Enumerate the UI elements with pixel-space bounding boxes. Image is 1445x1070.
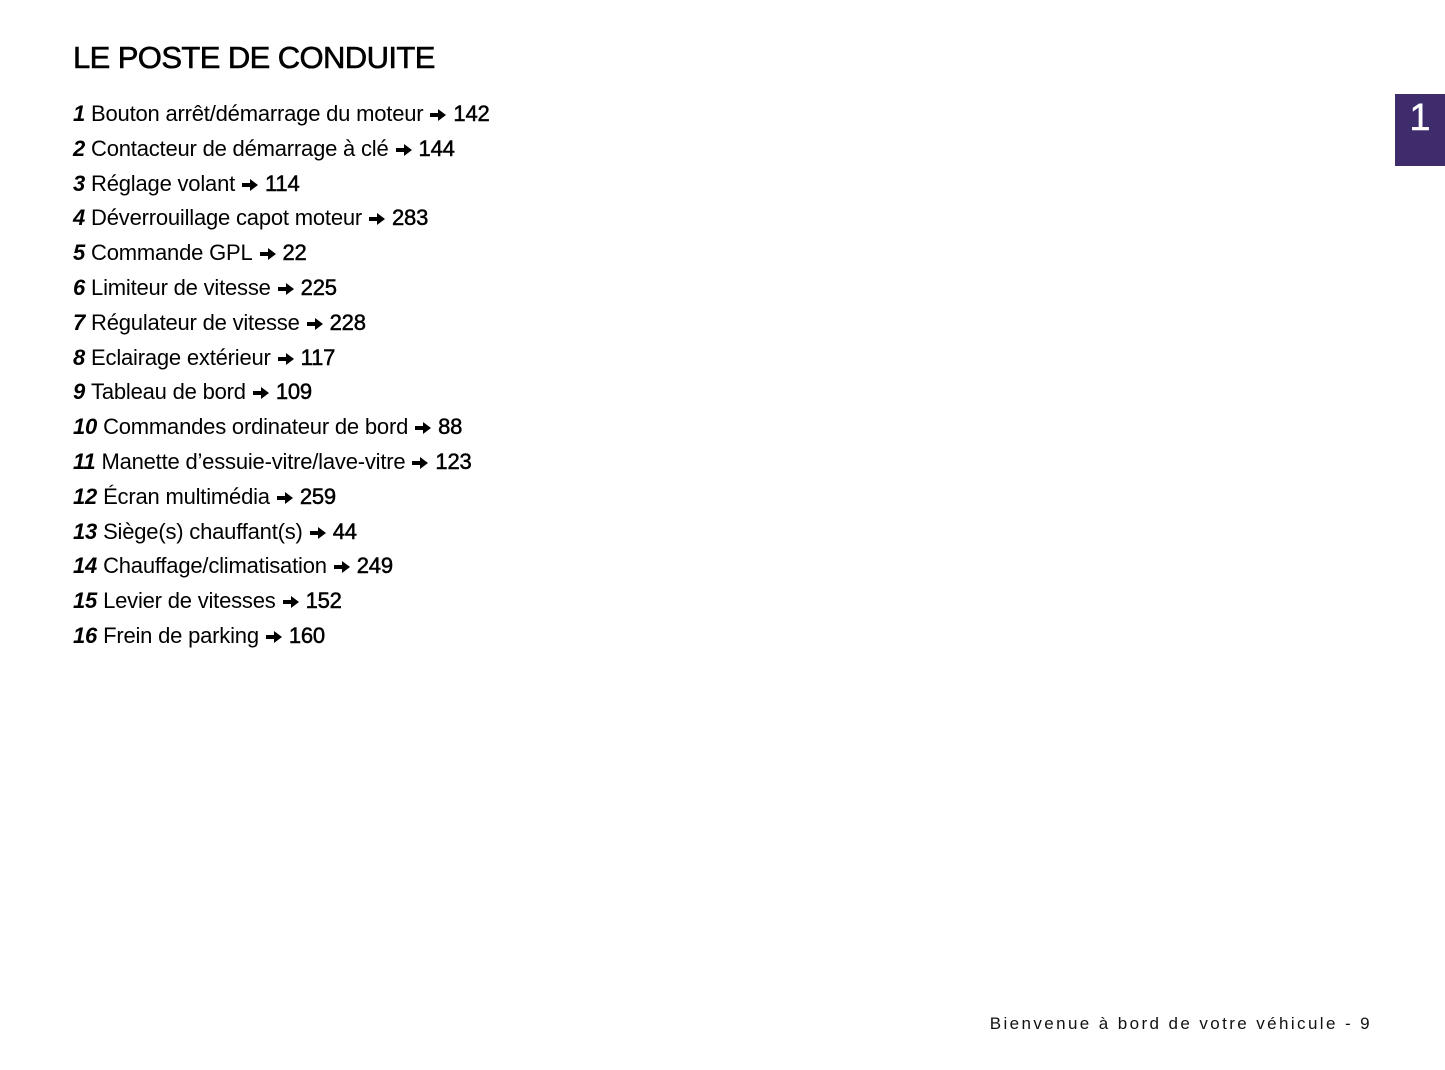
item-label: Levier de vitesses [103,588,276,614]
item-number: 3 [73,170,86,196]
list-item [73,341,490,376]
arrow-right-icon [411,456,429,470]
page-reference-link[interactable]: 259 [299,483,336,509]
item-number: 13 [73,518,98,544]
item-number: 2 [73,135,86,161]
list-item [73,445,490,480]
page-title: LE POSTE DE CONDUITE [73,40,435,75]
arrow-right-icon [259,247,277,261]
list-item [73,584,490,619]
item-number: 8 [73,344,86,370]
arrow-right-icon [429,108,447,122]
page-reference-link[interactable]: 152 [305,588,342,614]
arrow-right-icon [414,421,432,435]
item-label: Manette d’essuie-vitre/lave-vitre [101,448,406,474]
list-item [73,271,490,306]
item-label: Commandes ordinateur de bord [103,414,409,440]
item-number: 7 [73,309,86,335]
page-reference-link[interactable]: 123 [435,448,472,474]
item-label: Chauffage/climatisation [103,553,327,579]
list-item [73,410,490,445]
list-item [73,515,490,550]
list-item [73,375,490,410]
chapter-tab: 1 [1395,94,1445,166]
page-reference-link[interactable]: 44 [332,518,357,544]
item-number: 16 [73,622,98,648]
arrow-right-icon [282,595,300,609]
list-item [73,167,490,202]
control-list [73,97,490,654]
list-item [73,132,490,167]
page-reference-link[interactable]: 114 [265,170,300,196]
item-label: Tableau de bord [91,379,246,405]
page-reference-link[interactable]: 144 [418,135,455,161]
arrow-right-icon [265,630,283,644]
page-reference-link[interactable]: 142 [453,101,490,126]
arrow-right-icon [277,282,295,296]
page-reference-link[interactable]: 228 [329,309,366,335]
item-number: 6 [73,274,86,300]
item-number: 5 [73,240,86,266]
item-number: 12 [73,483,98,509]
arrow-right-icon [309,526,327,540]
page-reference-link[interactable]: 22 [282,240,307,266]
item-number: 11 [73,448,96,474]
page-reference-link[interactable]: 225 [300,274,337,300]
list-item [73,480,490,515]
list-item [73,97,490,132]
item-number: 1 [73,101,86,126]
list-item [73,306,490,341]
item-number: 14 [73,553,98,579]
item-label: Déverrouillage capot moteur [91,205,363,231]
arrow-right-icon [333,560,351,574]
arrow-right-icon [252,386,270,400]
list-item [73,236,490,271]
item-number: 9 [73,379,86,405]
list-item [73,549,490,584]
arrow-right-icon [306,317,324,331]
item-number: 4 [73,205,86,231]
arrow-right-icon [241,178,259,192]
arrow-right-icon [277,352,295,366]
arrow-right-icon [395,143,413,157]
page-reference-link[interactable]: 283 [392,205,429,231]
page-reference-link[interactable]: 109 [275,379,312,405]
item-number: 10 [73,414,98,440]
item-label: Limiteur de vitesse [91,274,271,300]
page-reference-link[interactable]: 249 [356,553,393,579]
item-label: Écran multimédia [103,483,270,509]
list-item [73,201,490,236]
item-label: Régulateur de vitesse [91,309,300,335]
page-reference-link[interactable]: 117 [300,344,336,370]
item-label: Eclairage extérieur [91,344,271,370]
item-label: Siège(s) chauffant(s) [103,518,303,544]
page-reference-link[interactable]: 88 [438,414,463,440]
page-reference-link[interactable]: 160 [288,622,325,648]
list-item [73,619,490,654]
arrow-right-icon [368,212,386,226]
item-number: 15 [73,588,98,614]
item-label: Contacteur de démarrage à clé [91,135,389,161]
item-label: Commande GPL [91,240,253,266]
page-footer: Bienvenue à bord de votre véhicule - 9 [989,1014,1372,1033]
item-label: Réglage volant [91,170,236,196]
item-label: Frein de parking [103,622,259,648]
item-label: Bouton arrêt/démarrage du moteur [91,101,424,126]
arrow-right-icon [276,491,294,505]
